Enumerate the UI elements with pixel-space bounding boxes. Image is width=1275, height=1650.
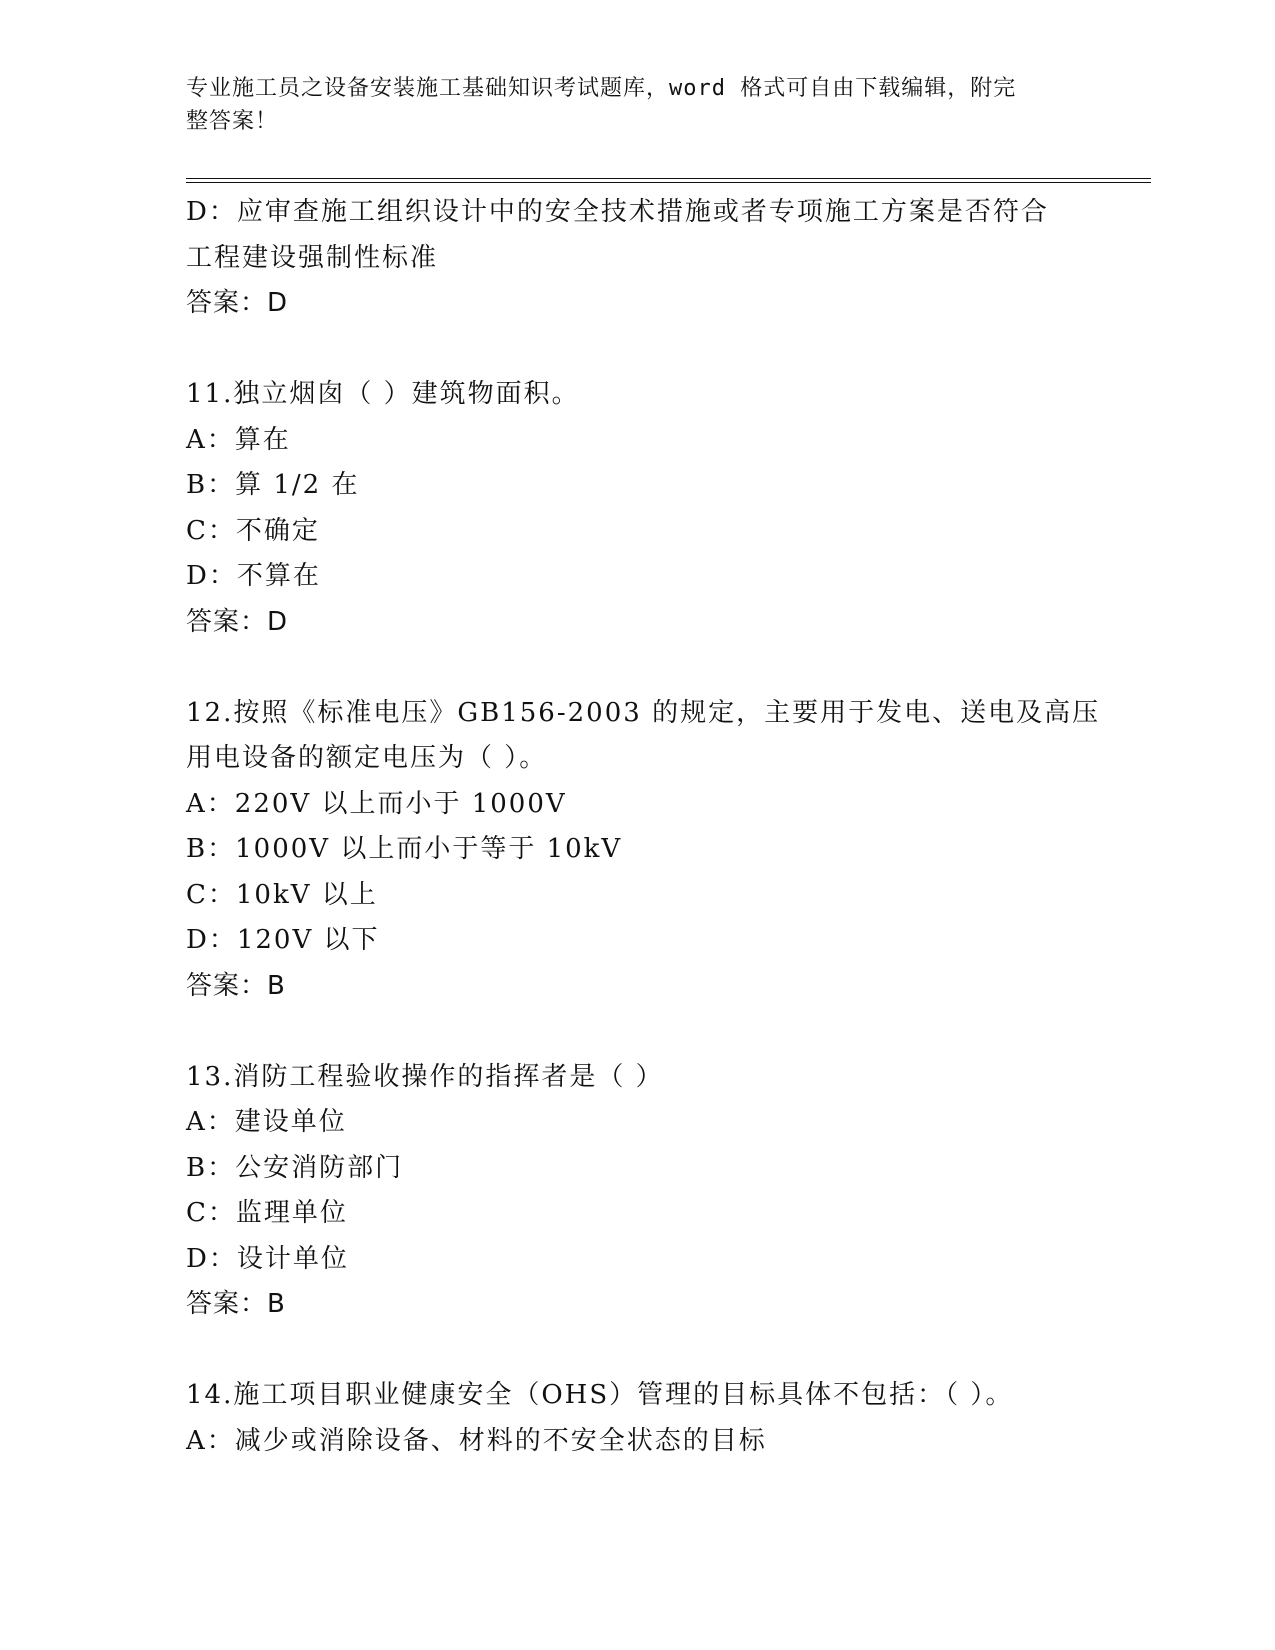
document-header bbox=[186, 72, 1086, 138]
option-d: D：120V 以下 bbox=[186, 925, 380, 955]
option-a: A：220V 以上而小于 1000V bbox=[186, 788, 567, 819]
question-10-tail bbox=[186, 190, 1086, 327]
question-stem-continued: 用电设备的额定电压为（ ）。 bbox=[186, 743, 548, 773]
document-body bbox=[186, 190, 1101, 1464]
spacer bbox=[186, 1009, 1086, 1055]
header-line-1: 专业施工员之设备安装施工基础知识考试题库，word 格式可自由下载编辑，附完 bbox=[186, 76, 1017, 101]
question-13 bbox=[186, 1055, 1086, 1328]
option-d-continued: 工程建设强制性标准 bbox=[186, 242, 439, 273]
question-stem: 12.按照《标准电压》GB156-2003 的规定，主要用于发电、送电及高压 bbox=[186, 697, 1101, 728]
question-11 bbox=[186, 372, 1086, 645]
question-14 bbox=[186, 1373, 1086, 1464]
answer: 答案：D bbox=[186, 288, 289, 318]
option-d: D：设计单位 bbox=[186, 1243, 349, 1274]
header-divider-bottom bbox=[186, 182, 1151, 183]
option-a: A：建设单位 bbox=[186, 1107, 347, 1137]
option-c: C：10kV 以上 bbox=[186, 879, 378, 910]
spacer bbox=[186, 327, 1086, 373]
answer: 答案：D bbox=[186, 606, 289, 637]
option-b: B：1000V 以上而小于等于 10kV bbox=[186, 834, 623, 864]
option-c: C：监理单位 bbox=[186, 1198, 348, 1228]
question-stem: 13.消防工程验收操作的指挥者是（ ） bbox=[186, 1061, 664, 1092]
answer: 答案：B bbox=[186, 970, 286, 1001]
header-line-2: 整答案！ bbox=[186, 109, 279, 134]
answer: 答案：B bbox=[186, 1289, 286, 1319]
option-a: A：算在 bbox=[186, 424, 291, 455]
question-stem: 11.独立烟囱（ ）建筑物面积。 bbox=[186, 379, 580, 409]
option-b: B：算 1/2 在 bbox=[186, 470, 360, 500]
question-12 bbox=[186, 691, 1101, 1010]
option-b: B：公安消防部门 bbox=[186, 1152, 404, 1183]
question-stem: 14.施工项目职业健康安全（OHS）管理的目标具体不包括：（ ）。 bbox=[186, 1380, 1014, 1410]
spacer bbox=[186, 645, 1086, 691]
option-d: D：应审查施工组织设计中的安全技术措施或者专项施工方案是否符合 bbox=[186, 197, 1049, 227]
option-d: D：不算在 bbox=[186, 561, 321, 591]
option-c: C：不确定 bbox=[186, 515, 320, 546]
spacer bbox=[186, 1328, 1086, 1374]
option-a: A：减少或消除设备、材料的不安全状态的目标 bbox=[186, 1425, 767, 1456]
header-divider-top bbox=[186, 178, 1151, 179]
